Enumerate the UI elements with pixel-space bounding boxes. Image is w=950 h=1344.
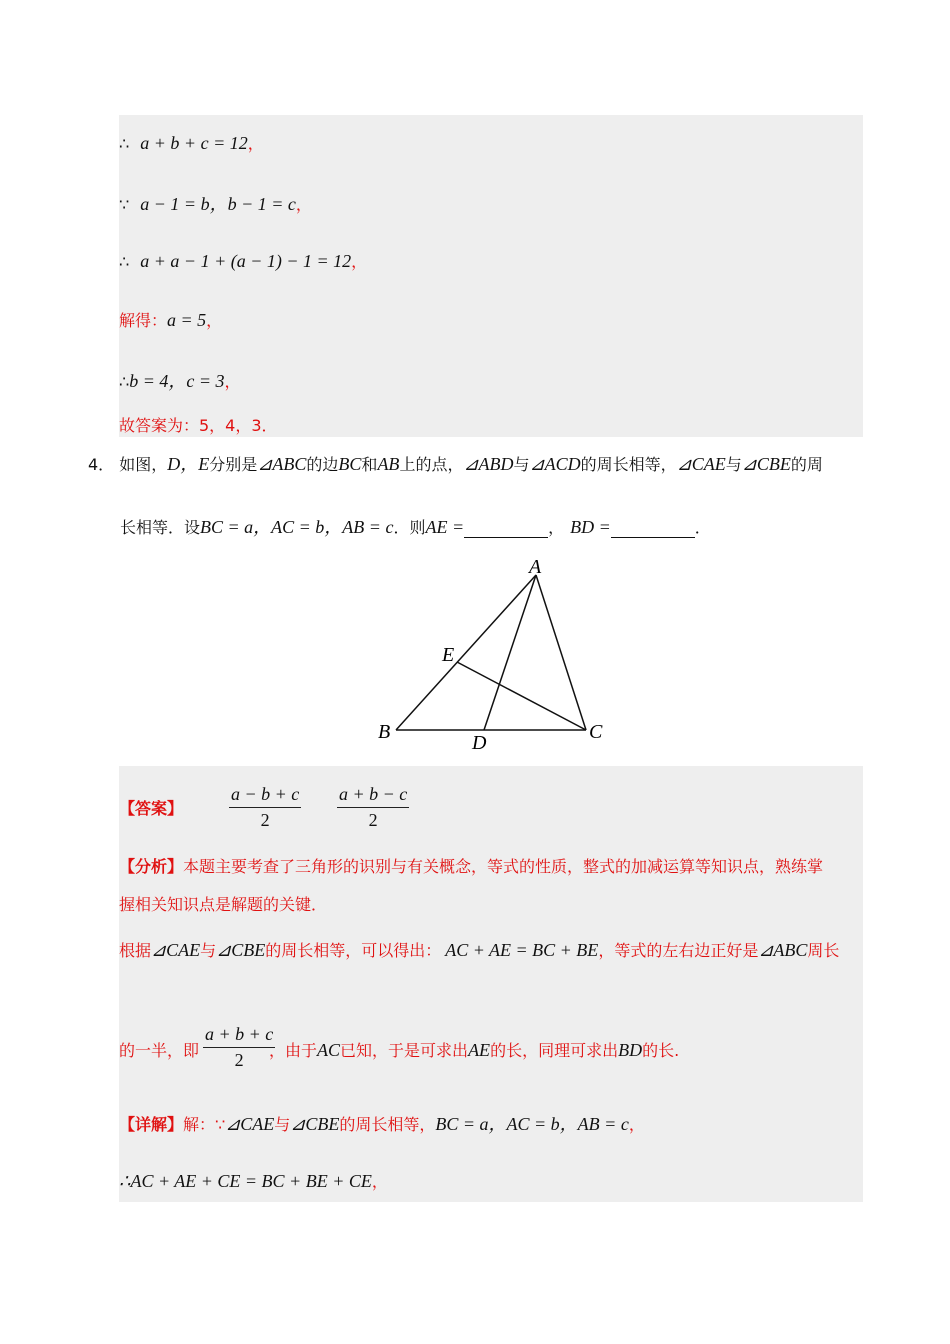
- math-expr: a − 1 = b，b − 1 = c: [140, 194, 296, 214]
- segment-ad: [484, 575, 536, 730]
- detail-line-2: ∴AC + AE + CE = BC + BE + CE，: [119, 1171, 388, 1191]
- solution-line-3: ∴ a + a − 1 + (a − 1) − 1 = 12，: [119, 251, 368, 271]
- analysis-line-1: 【分析】本题主要考查了三角形的识别与有关概念，等式的性质，整式的加减运算等知识点，熟练掌: [119, 857, 824, 876]
- triangle-figure: [370, 555, 620, 755]
- answer-blank-bd[interactable]: [611, 518, 695, 538]
- solution-box-answer: [119, 766, 863, 1202]
- solution-line-5: ∴b = 4，c = 3，: [119, 371, 241, 391]
- solution-line-4: 解得：a = 5，: [119, 310, 223, 330]
- answer-tag: 【答案】: [119, 799, 184, 818]
- solution-final-answer: 故答案为：5，4，3．: [119, 416, 278, 435]
- label-d: D: [472, 732, 487, 754]
- analysis-tag: 【分析】: [119, 857, 184, 876]
- answer-2-fraction: $\frac{a + b - c}{2}$: [339, 784, 408, 830]
- answer-1-fraction: $\frac{a - b + c}{2}$: [231, 784, 300, 830]
- analysis-line-4: 的一半，即 ，由于AC已知，于是可求出AE的长，同理可求出BD的长.: [119, 1040, 680, 1060]
- math-expr: a + b + c = 12: [140, 133, 248, 153]
- analysis-half-perimeter-fraction: $\frac{a + b + c}{2}$: [205, 1024, 274, 1070]
- math-expr: b = 4，c = 3: [129, 371, 225, 391]
- analysis-line-2: 握相关知识点是解题的关键．: [119, 895, 328, 914]
- analysis-line-3: 根据⊿CAE与⊿CBE的周长相等，可以得出： AC + AE = BC + BE，等式的左右边正好是⊿ABC周长: [119, 940, 840, 960]
- question-line-1: 4． 如图，D，E分别是⊿ABC的边BC和AB上的点，⊿ABD与⊿ACD的周长相等，⊿CAE与⊿CBE的周: [88, 454, 823, 474]
- question-line-2: 长相等．设BC = a，AC = b，AB = c．则AE = ， BD = ．: [120, 517, 711, 537]
- solution-box-top: [119, 115, 863, 437]
- question-number: 4．: [88, 455, 115, 474]
- label-b: B: [378, 721, 391, 743]
- label-a: A: [529, 556, 542, 578]
- side-ab: [396, 575, 536, 730]
- math-expr: a = 5: [167, 310, 207, 330]
- detail-line-1: 【详解】解：∵⊿CAE与⊿CBE的周长相等，BC = a，AC = b，AB = c，: [119, 1114, 645, 1134]
- math-expr: a + a − 1 + (a − 1) − 1 = 12: [140, 251, 352, 271]
- solution-line-1: ∴ a + b + c = 12，: [119, 133, 264, 153]
- label-e: E: [442, 644, 455, 666]
- label-c: C: [589, 721, 603, 743]
- solution-line-2: ∵ a − 1 = b，b − 1 = c，: [119, 194, 312, 214]
- detail-tag: 【详解】: [119, 1115, 184, 1134]
- answer-blank-ae[interactable]: [464, 518, 548, 538]
